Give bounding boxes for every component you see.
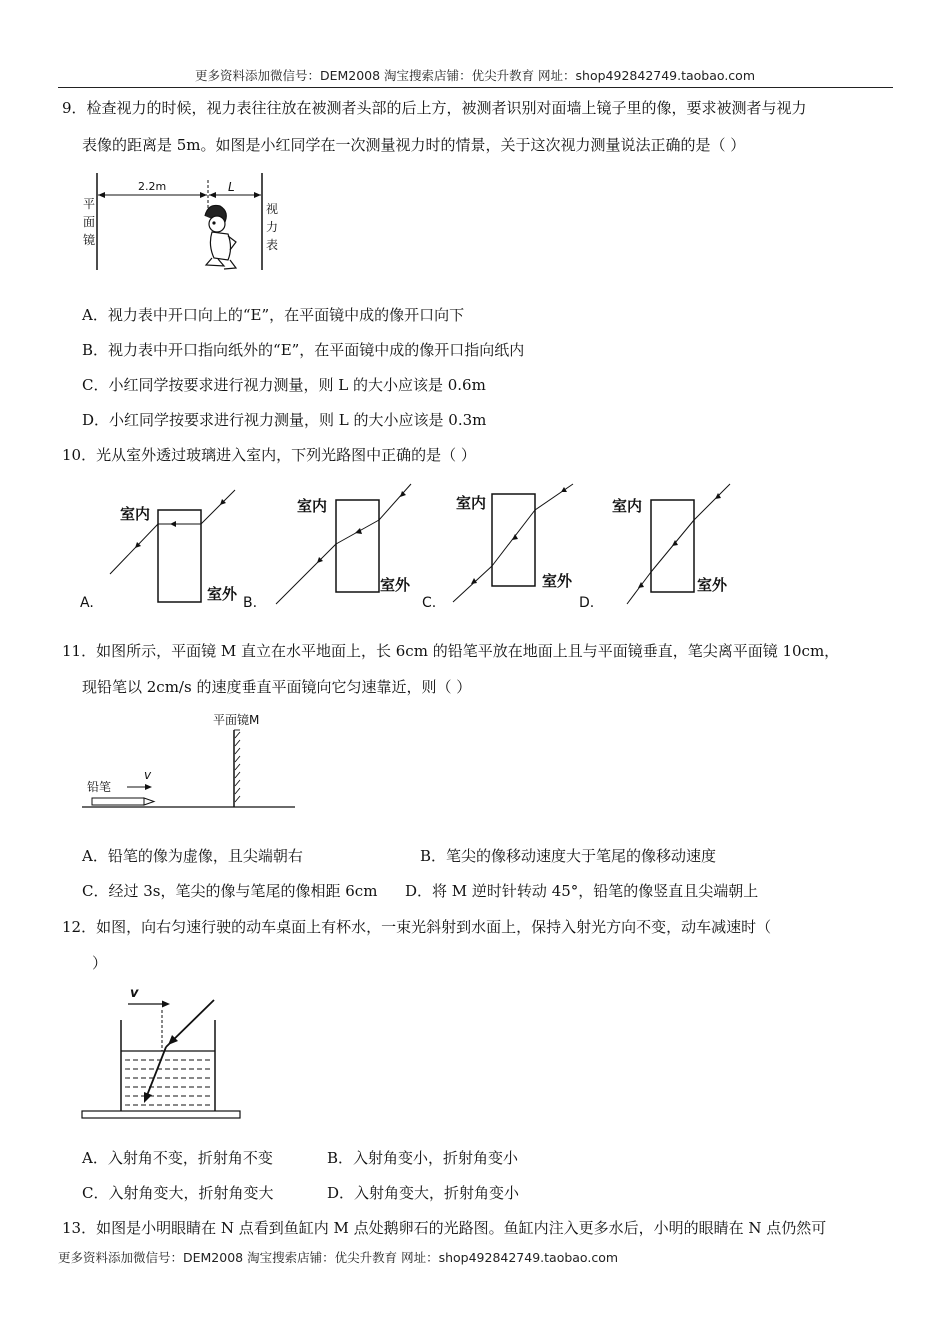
q12-option-d[interactable]: D．入射角变大，折射角变小 — [327, 1184, 520, 1202]
q10-diagram-d — [579, 484, 730, 611]
q9-L-label: L — [228, 180, 235, 194]
q11-mirror-label: 平面镜M — [213, 713, 260, 727]
q9-mirror-char1: 平 — [83, 197, 96, 211]
q10-a-indoor: 室内 — [120, 505, 151, 523]
q12-option-a[interactable]: A．入射角不变，折射角不变 — [82, 1149, 273, 1167]
q11-figure — [82, 708, 302, 813]
q9-chart-char1: 视 — [266, 202, 279, 216]
q9-text-line1: 9．检查视力的时候，视力表往往放在被测者头部的后上方，被测者识别对面墙上镜子里的像，要求被测者与视力 — [62, 99, 807, 117]
header-divider — [58, 87, 893, 88]
q9-distance-label: 2.2m — [138, 180, 167, 193]
q9-option-c[interactable]: C．小红同学按要求进行视力测量，则 L 的大小应该是 0.6m — [82, 376, 486, 394]
q12-option-c[interactable]: C．入射角变大，折射角变大 — [82, 1184, 274, 1202]
q9-option-a[interactable]: A．视力表中开口向上的“E”，在平面镜中成的像开口向下 — [82, 306, 465, 324]
q12-table — [82, 1111, 240, 1118]
q9-option-b[interactable]: B．视力表中开口指向纸外的“E”，在平面镜中成的像开口指向纸内 — [82, 341, 525, 359]
q10-diagram-b — [243, 484, 411, 611]
q10-d-letter: D. — [579, 595, 595, 611]
q9-chart-char3: 表 — [266, 238, 279, 252]
q12-option-b[interactable]: B．入射角变小，折射角变小 — [327, 1149, 519, 1167]
q9-mirror-char3: 镜 — [83, 233, 96, 247]
q11-option-d[interactable]: D．将 M 逆时针转动 45°，铅笔的像竖直且尖端朝上 — [405, 882, 759, 900]
q9-figure — [78, 170, 288, 275]
q11-text-line1: 11．如图所示，平面镜 M 直立在水平地面上，长 6cm 的铅笔平放在地面上且与平面镜垂直，笔尖离平面镜 10cm， — [62, 642, 840, 660]
q11-v-label: v — [144, 768, 152, 782]
q10-b-letter: B. — [243, 595, 258, 611]
q10-diagram-a — [80, 490, 238, 611]
q10-text: 10．光从室外透过玻璃进入室内，下列光路图中正确的是（ ） — [62, 446, 476, 464]
q12-v-label: v — [130, 986, 139, 1001]
q9-option-d[interactable]: D．小红同学按要求进行视力测量，则 L 的大小应该是 0.3m — [82, 411, 487, 429]
q12-refracted-ray — [146, 1047, 166, 1098]
q12-water-dashes — [125, 1060, 211, 1105]
q10-b-outdoor: 室外 — [380, 576, 411, 594]
q10-diagram-c — [422, 484, 573, 611]
q11-pencil — [92, 798, 154, 805]
q11-text-line2: 现铅笔以 2cm/s 的速度垂直平面镜向它匀速靠近，则（ ） — [82, 678, 472, 696]
q13-text-line1: 13．如图是小明眼睛在 N 点看到鱼缸内 M 点处鹅卵石的光路图。鱼缸内注入更多水后，小明的眼睛在 N 点仍然可 — [62, 1219, 827, 1237]
q10-c-letter: C. — [422, 595, 437, 611]
q9-text-line2: 表像的距离是 5m。如图是小红同学在一次测量视力时的情景，关于这次视力测量说法正确的是（ ） — [82, 136, 746, 154]
q12-cup — [121, 1020, 215, 1111]
q9-mirror-char2: 面 — [83, 215, 96, 229]
q12-text-line2: ） — [92, 954, 108, 972]
q10-figures — [75, 478, 755, 613]
q10-b-indoor: 室内 — [297, 497, 328, 515]
q10-a-outdoor: 室外 — [207, 585, 238, 603]
q11-pencil-label: 铅笔 — [87, 780, 112, 794]
q11-mirror-hatch — [234, 730, 240, 802]
q11-option-a[interactable]: A．铅笔的像为虚像，且尖端朝右 — [82, 847, 303, 865]
q12-figure — [80, 982, 245, 1122]
q10-a-letter: A. — [80, 595, 94, 611]
q10-c-indoor: 室内 — [456, 494, 487, 512]
q11-option-b[interactable]: B．笔尖的像移动速度大于笔尾的像移动速度 — [420, 847, 717, 865]
q10-d-outdoor: 室外 — [697, 576, 728, 594]
page-header: 更多资料添加微信号：DEM2008 淘宝搜索店铺：优尖升教育 网址：shop492842749.taobao.com — [194, 68, 756, 83]
q12-text-line1: 12．如图，向右匀速行驶的动车桌面上有杯水，一束光斜射到水面上，保持入射光方向不变，动车减速时（ — [62, 918, 772, 936]
q9-person-illustration — [205, 205, 236, 269]
q10-c-outdoor: 室外 — [542, 572, 573, 590]
q11-option-c[interactable]: C．经过 3s，笔尖的像与笔尾的像相距 6cm — [82, 882, 378, 900]
q10-d-indoor: 室内 — [612, 497, 643, 515]
q9-chart-char2: 力 — [266, 220, 279, 234]
page-footer: 更多资料添加微信号：DEM2008 淘宝搜索店铺：优尖升教育 网址：shop492842749.taobao.com — [58, 1250, 619, 1265]
